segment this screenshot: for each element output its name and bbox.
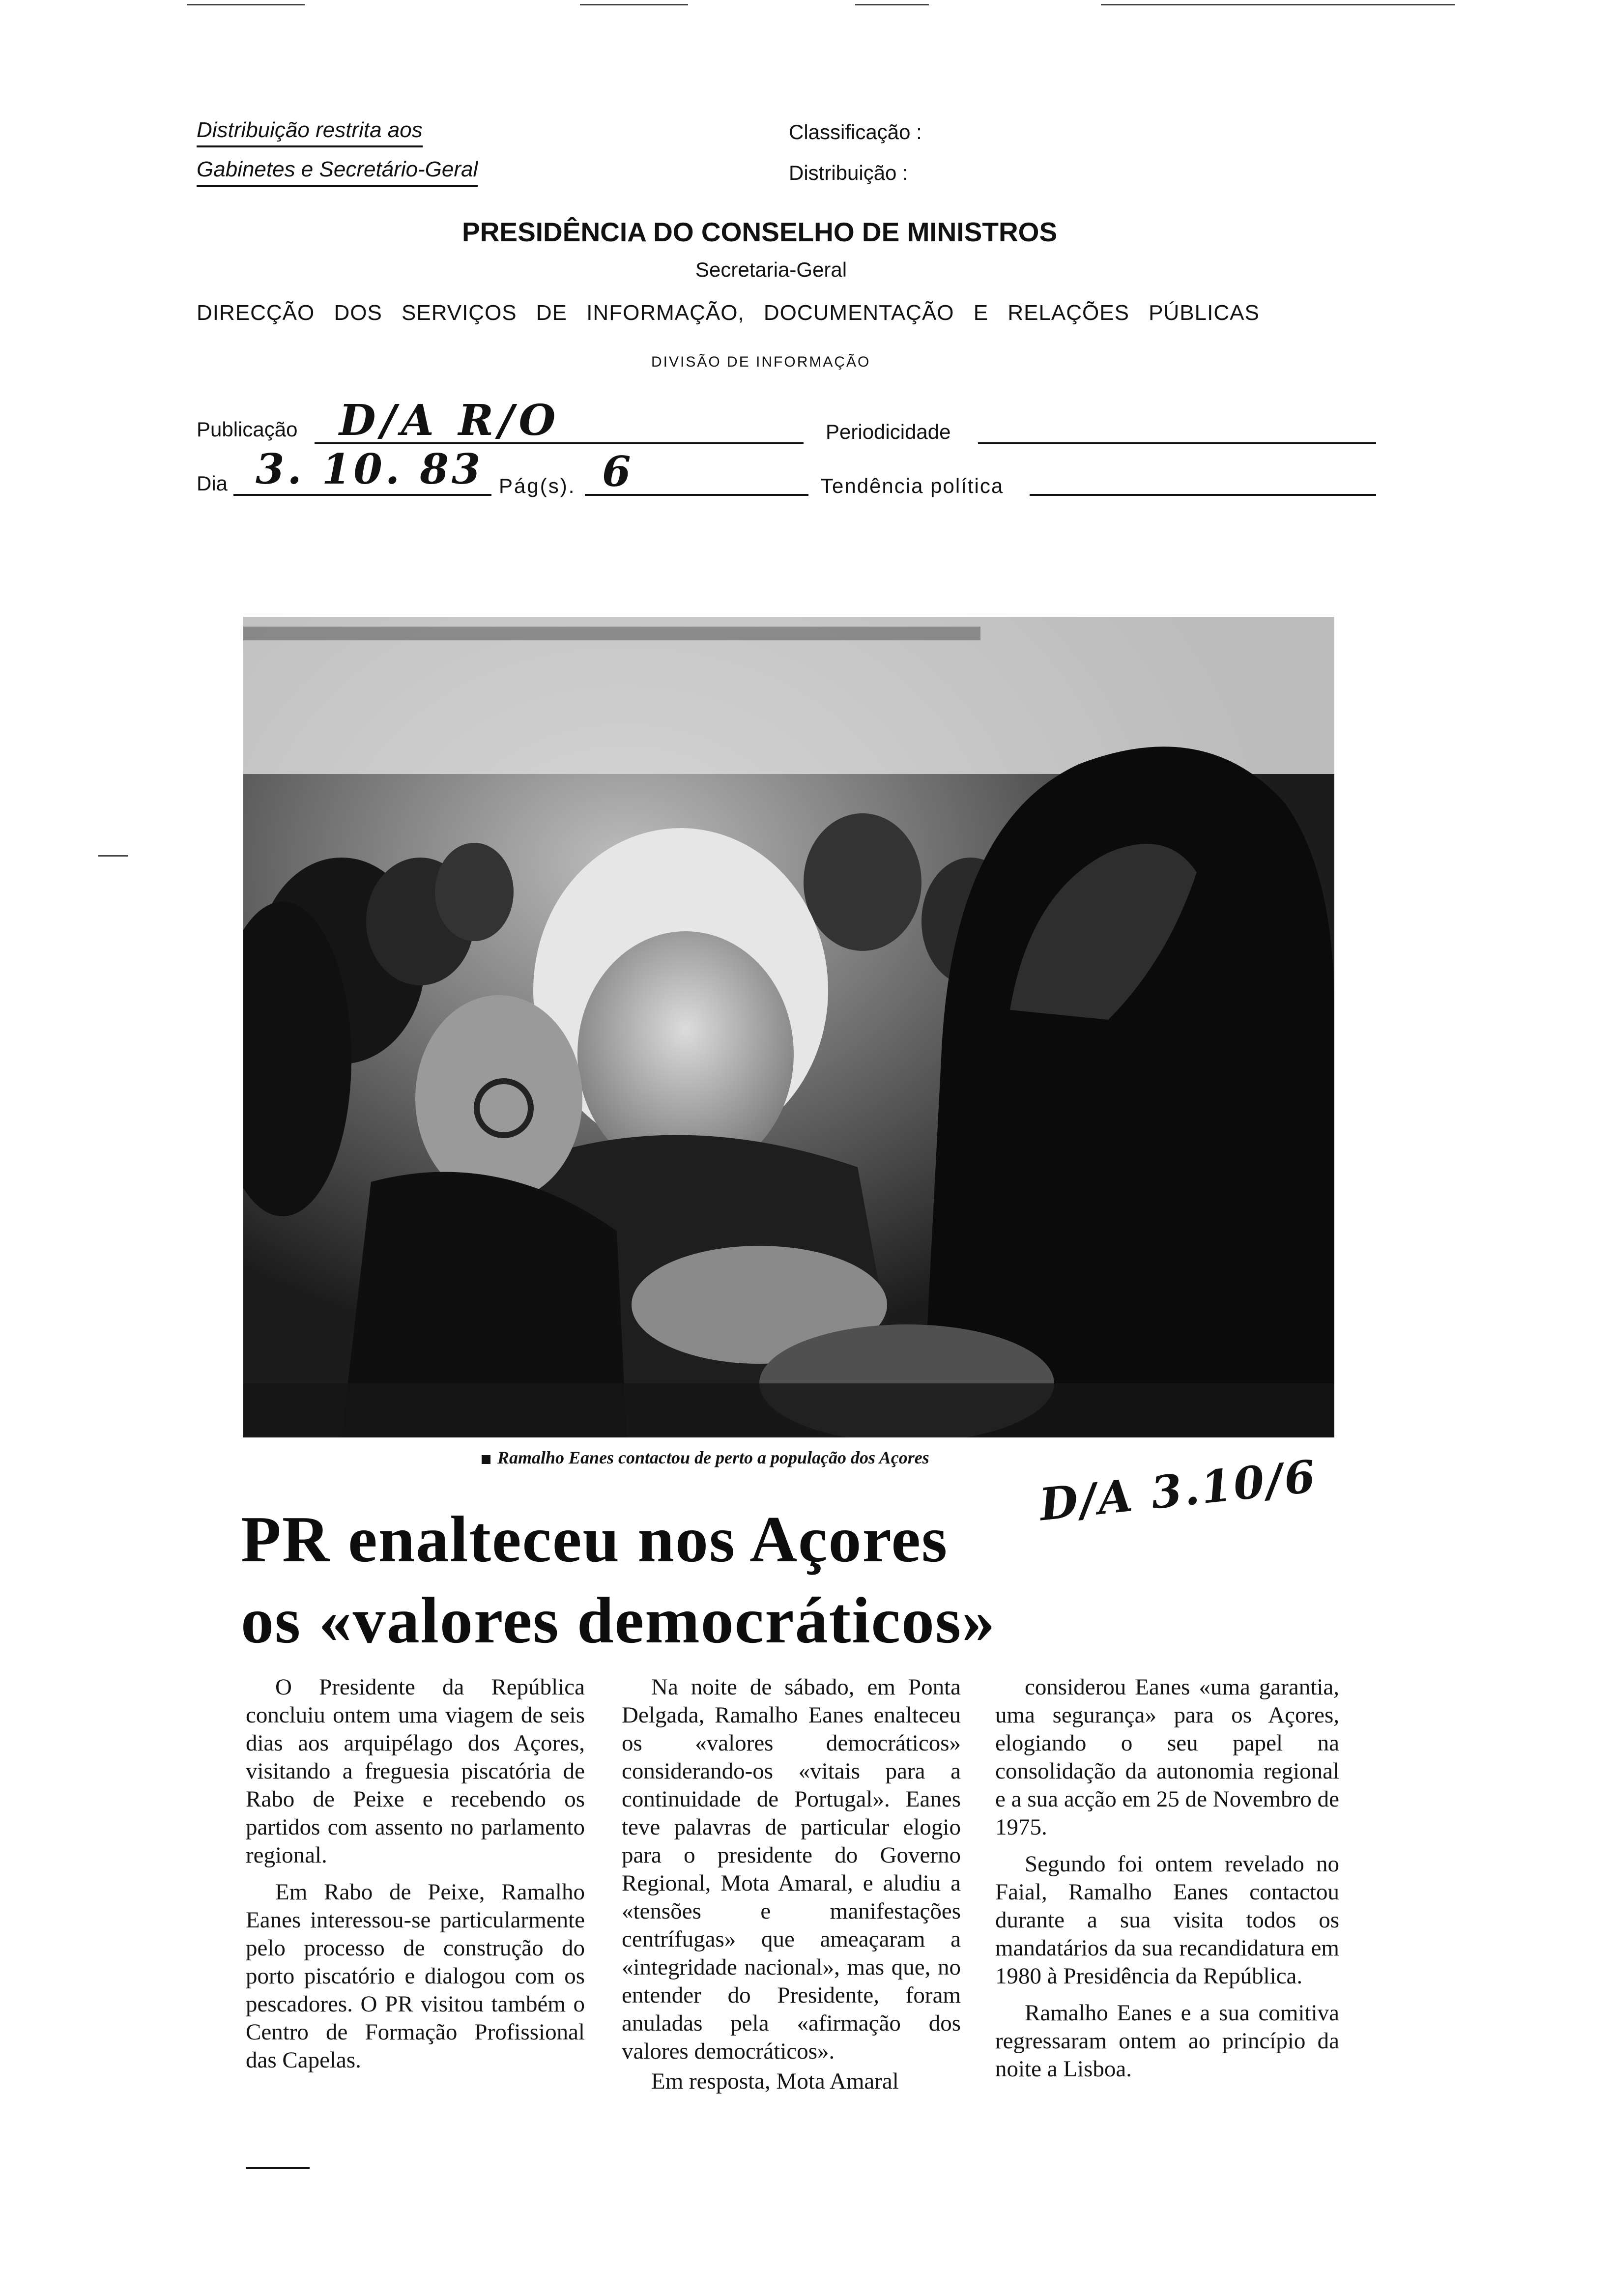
pages-label: Pág(s). [499, 474, 576, 497]
periodicity-label: Periodicidade [826, 420, 951, 443]
scan-edge-line [580, 4, 688, 5]
article-paragraph: Em Rabo de Peixe, Ramalho Eanes interessou-se particularmente pelo processo de construção do porto piscatório e dialogou com os pescadores. O PR visitou também o Centro de Formação Profissional das Capelas. [246, 1879, 585, 2073]
news-photo [243, 617, 1334, 1437]
secretariat-title: Secretaria-Geral [695, 258, 847, 281]
pages-value: 6 [602, 447, 631, 496]
scan-edge-line [855, 4, 929, 5]
article-paragraph: Segundo foi ontem revelado no Faial, Ramalho Eanes contactou durante a sua visita todos os mandatários da sua recandidatura em 1980 à Presidência da República. [995, 1851, 1339, 1989]
handwritten-reference-note: D/A 3.10/6 [1037, 1450, 1320, 1531]
crowd-photo-illustration [243, 617, 1334, 1437]
article-paragraph: Na noite de sábado, em Ponta Delgada, Ramalho Eanes enalteceu os «valores democráticos» considerando-os «vitais para a continuidade de Portugal». Eanes teve palavras de particular elogio para o presidente do Governo Regional, Mota Amaral, e aludiu a «tensões e manifestações centrífugas» que ameaçaram a «integridade nacional», mas que, no entender do Presidente, foram anuladas pela «afirmação dos valores democráticos». [622, 1674, 961, 2064]
article-column-3 [995, 1673, 1339, 2092]
day-value: 3. 10. 83 [256, 445, 484, 493]
publication-label: Publicação [197, 418, 298, 441]
scan-edge-line [98, 855, 128, 857]
distribution-label: Distribuição : [789, 161, 908, 184]
caption-text: Ramalho Eanes contactou de perto a população dos Açores [497, 1448, 929, 1467]
periodicity-field-line [978, 442, 1376, 444]
article-paragraph: Em resposta, Mota Amaral [651, 2068, 899, 2094]
article-paragraph: considerou Eanes «uma garantia, uma segurança» para os Açores, elogiando o seu papel na consolidação da autonomia regional e a sua acção em 25 de Novembro de 1975. [995, 1674, 1339, 1840]
caption-square-bullet [482, 1455, 490, 1464]
publication-value: D/A R/O [339, 396, 561, 445]
tendency-label: Tendência política [821, 474, 1004, 497]
article-column-1 [246, 1673, 585, 2083]
ministry-title: PRESIDÊNCIA DO CONSELHO DE MINISTROS [462, 217, 1058, 247]
headline-line1: PR enalteceu nos Açores [241, 1503, 949, 1576]
article-paragraph: Ramalho Eanes e a sua comitiva regressaram ontem ao princípio da noite a Lisboa. [995, 2000, 1339, 2082]
division-title: DIVISÃO DE INFORMAÇÃO [651, 354, 871, 370]
distribution-restricted-line2: Gabinetes e Secretário-Geral [197, 157, 478, 187]
day-field-line [233, 494, 491, 496]
day-label: Dia [197, 472, 228, 495]
photo-caption [482, 1447, 929, 1468]
article-end-rule [246, 2167, 310, 2169]
classification-label: Classificação : [789, 120, 922, 144]
distribution-restricted-line1: Distribuição restrita aos [197, 118, 423, 147]
headline-line2: os «valores democráticos» [241, 1584, 996, 1657]
directorate-title: DIRECÇÃO DOS SERVIÇOS DE INFORMAÇÃO, DOCUMENTAÇÃO E RELAÇÕES PÚBLICAS [197, 301, 1260, 325]
scan-edge-line [1101, 4, 1455, 5]
scan-edge-line [187, 4, 305, 5]
article-column-2 [622, 1673, 961, 2104]
article-paragraph: O Presidente da República concluiu ontem uma viagem de seis dias aos arquipélago dos Açores, visitando a freguesia piscatória de Rabo de Peixe e recebendo os partidos com assento no parlamento regional. [246, 1674, 585, 1868]
tendency-field-line [1030, 494, 1376, 496]
